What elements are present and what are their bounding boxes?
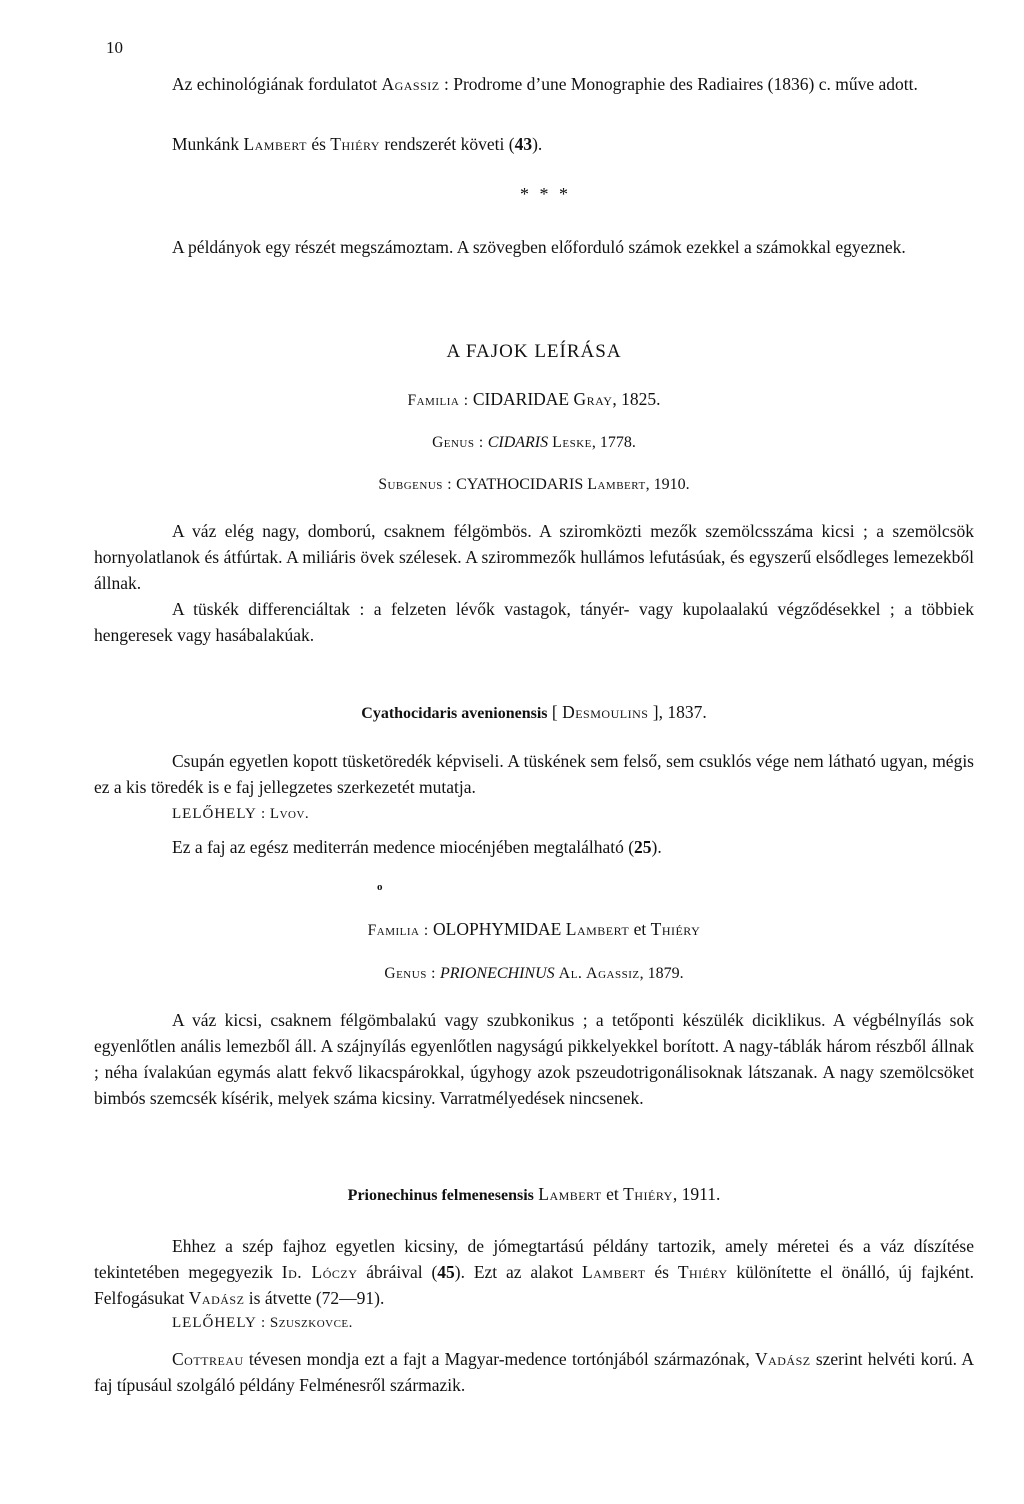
genus-prionechinus: Genus : PRIONECHINUS Al. Agassiz, 1879. [384, 965, 684, 982]
species2-remark: Cottreau tévesen mondja ezt a fajt a Magyar-medence tortónjából származónak, Vadász szerint helvéti korú. A faj típusául szolgáló példány Felménesről származik. [94, 1349, 974, 1395]
subgenus-cyathocidaris: Subgenus : CYATHOCIDARIS Lambert, 1910. [378, 476, 690, 493]
familia-olophymidae: Familia : OLOPHYMIDAE Lambert et Thiéry [367, 919, 701, 939]
reference-number: 43 [514, 134, 533, 154]
asterism: * * * [520, 184, 571, 204]
stray-mark: o [377, 881, 383, 893]
author-agassiz: Agassiz [381, 74, 440, 94]
cidaris-description-1: A váz elég nagy, domború, csaknem félgömbös. A sziromközti mezők szemölcsszáma kicsi ; a szemölcsök hornyolatlanok és átfúrtak. A miliáris övek szélesek. A szirommezők hullámos lefutásúak, és egyszerű elsődleges lemezekből állnak. [94, 521, 974, 593]
cidaris-description-2: A tüskék differenciáltak : a felzeten lévők vastagok, tányér- vagy kupolaalakú végződésekkel ; a többiek hengeresek vagy hasábalakúak. [94, 599, 974, 645]
species2-description: Ehhez a szép fajhoz egyetlen kicsiny, de jómegtartású példány tartozik, amely méretei és a váz díszítése tekintetében megegyezik Id. Lóczy ábráival (45). Ezt az alakot Lambert és Thiéry különítette el önálló, új fajként. Felfogásukat Vadász is átvette (72—91). [94, 1236, 974, 1308]
intro-paragraph-2: Munkánk Lambert és Thiéry rendszerét követi (43). [172, 134, 543, 154]
species-prionechinus-felmenesensis: Prionechinus felmenesensis Lambert et Thiéry, 1911. [347, 1184, 721, 1204]
familia-cidaridae: Familia : CIDARIDAE Gray, 1825. [407, 389, 661, 409]
page-number: 10 [106, 38, 123, 57]
species-cyathocidaris-avenionensis: Cyathocidaris avenionensis [ Desmoulins ], 1837. [361, 702, 707, 722]
author-thiery: Thiéry [330, 134, 380, 154]
intro-paragraph-3: A példányok egy részét megszámoztam. A szövegben előforduló számok ezekkel a számokkal egyeznek. [172, 237, 906, 257]
species1-description: Csupán egyetlen kopott tüsketöredék képviseli. A tüskének sem felső, sem csuklós vége nem látható ugyan, mégis ez a kis töredék is e faj jellegzetes szerkezetét mutatja. [94, 751, 974, 797]
genus-cidaris: Genus : CIDARIS Leske, 1778. [432, 434, 636, 451]
species1-note: Ez a faj az egész mediterrán medence miocénjében megtalálható (25). [172, 837, 662, 857]
section-title: A FAJOK LEÍRÁSA [446, 341, 622, 362]
author-lambert: Lambert [243, 134, 307, 154]
prionechinus-description: A váz kicsi, csaknem félgömbalakú vagy szubkonikus ; a tetőponti készülék diciklikus. A végbélnyílás sok egyenlőtlen anális lemezből áll. A szájnyílás egyenlőtlen nagyságú pikkelyekkel borított. A nagy-táblák három részből állnak ; néha ívalakúan egymás alatt fekvő likacspárokkal, úgyhogy azok pszeudotrigonálisoknak látszanak. A nagy szemölcsöket bimbós szemcsék kísérik, melyek száma kicsiny. Varratmélyedések nincsenek. [94, 1010, 974, 1108]
species2-locality: LELŐHELY : Szuszkovce. [172, 1315, 353, 1331]
species1-locality: LELŐHELY : Lvov. [172, 806, 310, 822]
intro-paragraph-1: Az echinológiának fordulatot Agassiz : Prodrome d’une Monographie des Radiaires (1836) c. műve adott. [172, 74, 918, 94]
